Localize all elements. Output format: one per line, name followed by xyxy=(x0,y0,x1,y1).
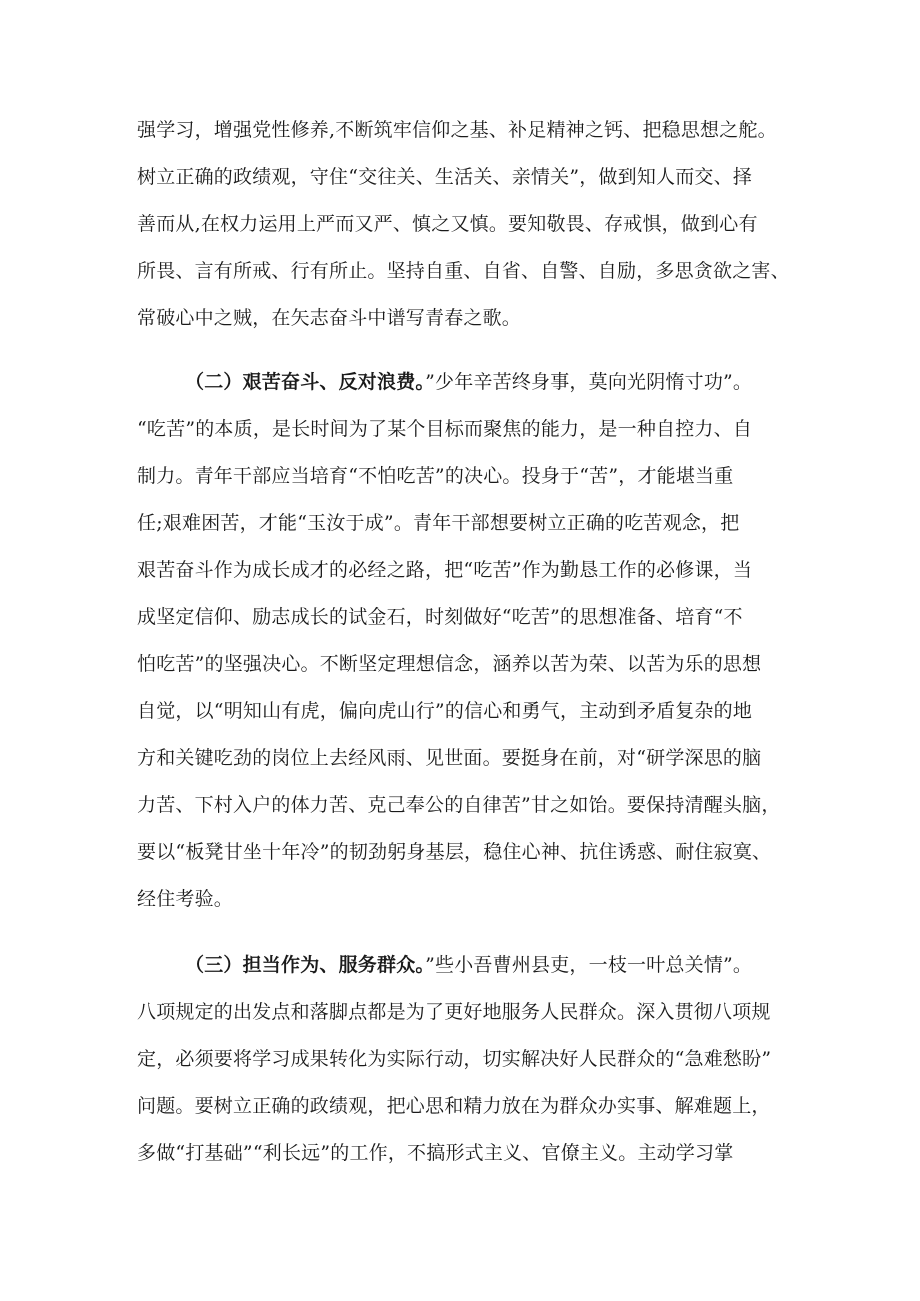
body-line: 成坚定信仰、励志成长的试金石，时刻做好“吃苦”的思想准备、培育“不 xyxy=(137,606,743,628)
body-line: 经住考验。 xyxy=(137,888,234,910)
body-line: 所畏、言有所戒、行有所止。坚持自重、自省、自警、自励，多思贪欲之害、 xyxy=(137,260,790,282)
section-2-heading: （二）艰苦奋斗、反对浪费。 xyxy=(185,371,426,393)
body-line: 问题。要树立正确的政绩观，把心思和精力放在为群众办实事、解难题上， xyxy=(137,1095,771,1117)
section-3-quote: ”些小吾曹州县吏，一枝一叶总关情”。 xyxy=(425,954,753,976)
body-line: 自觉，以“明知山有虎，偏向虎山行”的信心和勇气，主动到矛盾复杂的地 xyxy=(137,700,753,722)
body-line: “吃苦”的本质，是长时间为了某个目标而聚焦的能力，是一种自控力、自 xyxy=(137,418,753,440)
body-line: 强学习，增强党性修养,不断筑牢信仰之基、补足精神之钙、把稳思想之舵。 xyxy=(137,119,777,141)
body-line: 定，必须要将学习成果转化为实际行动，切实解决好人民群众的“急难愁盼” xyxy=(137,1048,772,1070)
body-line: 力苦、下村入户的体力苦、克己奉公的自律苦”甘之如饴。要保持清醒头脑， xyxy=(137,794,781,816)
section-2-first-line xyxy=(185,366,752,398)
body-line: 要以“板凳甘坐十年冷”的韧劲躬身基层，稳住心神、抗住诱惑、耐住寂寞、 xyxy=(137,841,772,863)
body-line: 制力。青年干部应当培育“不怕吃苦”的决心。投身于“苦”，才能堪当重 xyxy=(137,465,734,487)
body-line: 常破心中之贼，在矢志奋斗中谱写青春之歌。 xyxy=(137,307,522,329)
body-line: 树立正确的政绩观，守住“交往关、生活关、亲情关”，做到知人而交、择 xyxy=(137,166,753,188)
section-3-first-line xyxy=(185,949,752,981)
body-line: 八项规定的出发点和落脚点都是为了更好地服务人民群众。深入贯彻八项规 xyxy=(137,1001,771,1023)
body-line: 任;艰难困苦，才能“玉汝于成”。青年干部想要树立正确的吃苦观念，把 xyxy=(137,512,740,534)
body-line: 艰苦奋斗作为成长成才的必经之路，把“吃苦”作为勤恳工作的必修课，当 xyxy=(137,559,753,581)
section-2-quote: ”少年辛苦终身事，莫向光阴惰寸功”。 xyxy=(425,371,753,393)
body-line: 怕吃苦”的坚强决心。不断坚定理想信念，涵养以苦为荣、以苦为乐的思想 xyxy=(137,653,762,675)
body-line: 多做“打基础”“利长远”的工作，不搞形式主义、官僚主义。主动学习掌 xyxy=(137,1142,734,1164)
body-line: 方和关键吃劲的岗位上去经风雨、见世面。要挺身在前，对“研学深思的脑 xyxy=(137,747,762,769)
section-3-heading: （三）担当作为、服务群众。 xyxy=(185,954,426,976)
body-line: 善而从,在权力运用上严而又严、慎之又慎。要知敬畏、存戒惧，做到心有 xyxy=(137,213,758,235)
